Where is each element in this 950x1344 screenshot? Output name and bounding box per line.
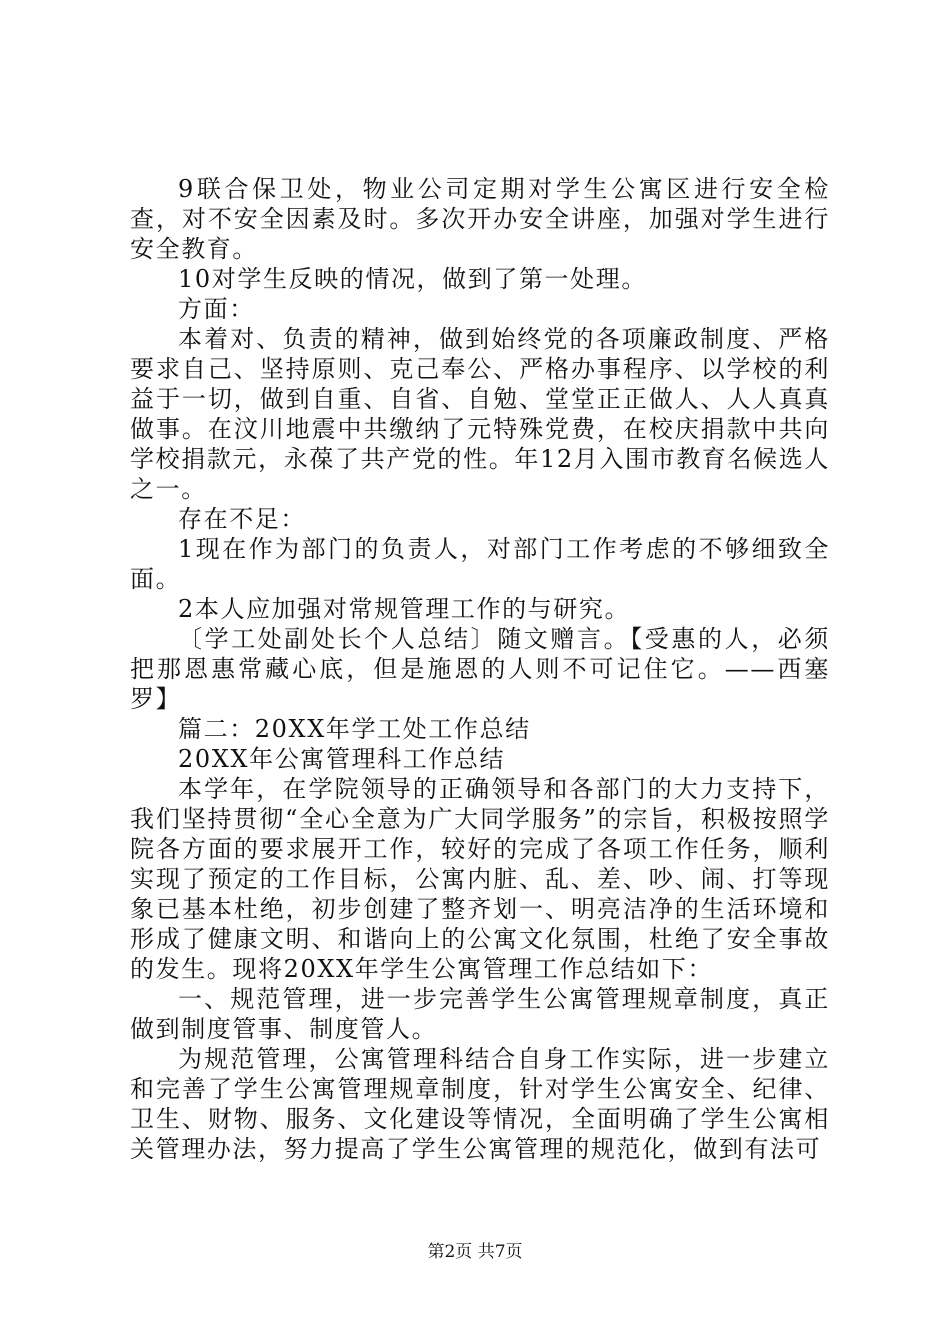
paragraph-introduction: 本学年，在学院领导的正确领导和各部门的大力支持下，我们坚持贯彻“全心全意为广大同学服务”的宗旨，积极按照学院各方面的要求展开工作，较好的完成了各项工作任务，顺利实现了预定的工作目标，公寓内脏、乱、差、吵、闹、打等现象已基本杜绝，初步创建了整齐划一、明亮洁净的生活环境和形成了健康文明、和谐向上的公寓文化氛围，杜绝了安全事故的发生。现将20XX年学生公寓管理工作总结如下： — [130, 775, 830, 983]
paragraph-shortcomings-heading: 存在不足： — [178, 505, 306, 533]
paragraph-shortcoming-1: 1现在作为部门的负责人，对部门工作考虑的不够细致全面。 — [130, 535, 830, 593]
paragraph-shortcoming-2: 2本人应加强对常规管理工作的与研究。 — [178, 595, 631, 623]
paragraph-part-two-title: 篇二：20XX年学工处工作总结 — [178, 715, 531, 743]
page-number-footer: 第2页 共7页 — [427, 1242, 523, 1262]
paragraph-report-title: 20XX年公寓管理科工作总结 — [178, 745, 506, 773]
paragraph-section-one-heading: 一、规范管理，进一步完善学生公寓管理规章制度，真正做到制度管事、制度管人。 — [130, 985, 830, 1043]
document-body — [130, 174, 830, 1164]
paragraph-student-feedback: 10对学生反映的情况，做到了第一处理。 — [178, 265, 647, 293]
paragraph-aspect-heading: 方面： — [178, 295, 255, 323]
paragraph-integrity: 本着对、负责的精神，做到始终党的各项廉政制度、严格要求自己、坚持原则、克己奉公、严格办事程序、以学校的利益于一切，做到自重、自省、自勉、堂堂正正做人、人人真真做事。在汶川地震中共缴纳了元特殊党费，在校庆捐款中共向学校捐款元，永葆了共产党的性。年12月入围市教育名候选人之一。 — [130, 325, 830, 503]
paragraph-quote: 〔学工处副处长个人总结〕随文赠言。【受惠的人，必须把那恩惠常藏心底，但是施恩的人则不可记住它。——西塞罗】 — [130, 625, 830, 713]
paragraph-security-check: 9联合保卫处，物业公司定期对学生公寓区进行安全检查，对不安全因素及时。多次开办安全讲座，加强对学生进行安全教育。 — [130, 175, 830, 263]
paragraph-section-one-body: 为规范管理，公寓管理科结合自身工作实际，进一步建立和完善了学生公寓管理规章制度，针对学生公寓安全、纪律、卫生、财物、服务、文化建设等情况，全面明确了学生公寓相关管理办法，努力提高了学生公寓管理的规范化，做到有法可 — [130, 1045, 830, 1163]
